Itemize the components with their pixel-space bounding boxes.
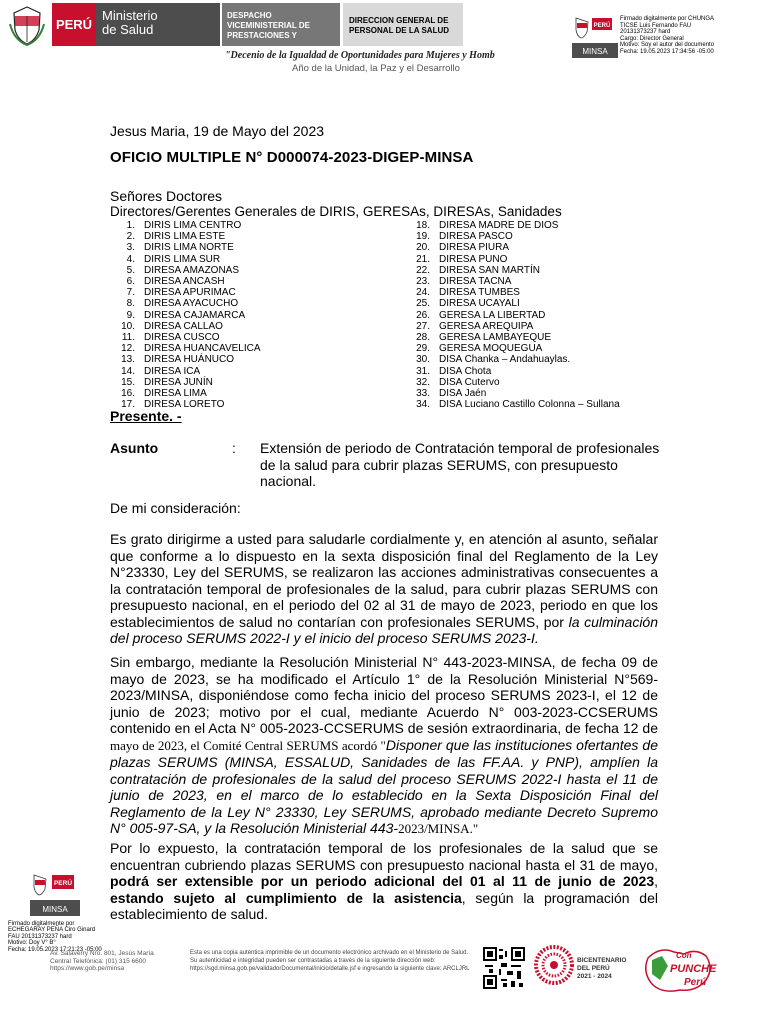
paragraph-1: Es grato dirigirme a usted para saludarle cordialmente y, en atención al asunto, señalar que conforme a lo dispuesto en la sexta disposición final del Reglamento de la Ley N°23330, Ley del SERUMS, se realizaron las acciones administrativas consecuentes a la contratación temporal de profesionales de la salud, para cubrir plazas SERUMS con presupuesto nacional, en el periodo del 02 al 31 de mayo de 2023, periodo en que los establecimientos de salud no contarían con profesionales SERUMS, por la culminación del proceso SERUMS 2022-I y el inicio del proceso SERUMS 2023-I. — [110, 531, 659, 646]
list-item: 2. DIRIS LIMA ESTE — [126, 231, 226, 243]
digital-signature-stamp-top — [572, 14, 618, 65]
list-item: 25. DIRESA UCAYALI — [416, 298, 520, 310]
authenticity-notice: Esta es una copia auténtica imprimible de un documento electrónico archivado en el Ministerio de Salud. Su autenticidad e integridad pueden ser contrastadas a través de la siguiente dirección web: https://sgd.minsa.gob.pe/validadorDocumental/inicio/detalle.jsf e ingresando la siguiente clave: ARCLJRL — [190, 950, 470, 972]
despacho-badge: DESPACHO VICEMINISTERIAL DE PRESTACIONES Y — [222, 3, 340, 46]
list-item: 34. DISA Luciano Castillo Colonna – Sullana — [416, 399, 620, 411]
year-motto: Año de la Unidad, la Paz y el Desarrollo — [292, 63, 460, 74]
list-item: 30. DISA Chanka – Andahuaylas. — [416, 354, 571, 366]
asunto-colon: : — [232, 440, 236, 456]
peru-coat-of-arms-icon — [6, 4, 48, 46]
list-item: 19. DIRESA PASCO — [416, 231, 513, 243]
signature-text-top: Firmado digitalmente por CHUNGA TICSE Luis Fernando FAU 20131373237 hard Cargo: Director General Motivo: Soy el autor del documento Fecha: 19.05.2023 17:34:56 -05:00 — [620, 16, 715, 55]
recipients-list-left — [110, 220, 261, 410]
oficio-number: OFICIO MULTIPLE N° D000074-2023-DIGEP-MINSA — [110, 149, 474, 166]
list-item: 14. DIRESA ICA — [121, 365, 201, 377]
list-item: 5. DIRESA AMAZONAS — [126, 264, 240, 276]
paragraph-2: Sin embargo, mediante la Resolución Ministerial N° 443-2023-MINSA, de fecha 09 de mayo de 2023, se ha modificado el Artículo 1° de la Resolución Ministerial N°569-2023/MINSA, disponiéndose como fecha inicio del proceso SERUMS 2023-I, el 12 de junio de 2023; motivo por el cual, mediante Acuerdo N° 003-2023-CCSERUMS contenido en el Acta N° 005-2023-CCSERUMS de sesión extraordinaria, de fecha 12 de mayo de 2023, el Comité Central SERUMS acordó "Disponer que las instituciones ofertantes de plazas SERUMS (MINSA, ESSALUD, Sanidades de las FF.AA. y PNP), amplíen la contratación de profesionales de la salud del proceso SERUMS 2022-I hasta el 11 de junio de 2023, en el marco de lo establecido en la Sexta Disposición Final del Reglamento de la Ley N° 23330, Ley SERUMS, aprobado mediante Decreto Supremo N° 005-97-SA, y la Resolución Ministerial 443-2023/MINSA." — [110, 654, 658, 836]
punche-main-text: PUNCHE — [670, 963, 717, 975]
direccion-badge: DIRECCION GENERAL DE PERSONAL DE LA SALUD — [343, 3, 463, 46]
list-item: 9. DIRESA CAJAMARCA — [126, 309, 246, 321]
list-item: 18. DIRESA MADRE DE DIOS — [416, 220, 559, 231]
list-item: 15. DIRESA JUNÍN — [121, 376, 213, 388]
list-item: 4. DIRIS LIMA SUR — [126, 253, 221, 265]
list-item: 33. DISA Jaén — [416, 388, 487, 400]
qr-code-icon — [483, 947, 525, 989]
bicentenario-logo-icon — [533, 944, 575, 986]
document-date: Jesus Maria, 19 de Mayo del 2023 — [110, 123, 325, 139]
list-item: 29. GERESA MOQUEGUA — [416, 343, 543, 355]
signature-text-bottom: Firmado digitalmente por ECHEGARAY PEÑA Ciro Ginard FAU 20131373237 hard Motivo: Doy V° B° Fecha: 19.05.2023 17:21:23 -05:00 — [8, 921, 102, 953]
signature-peru-badge: PERÚ — [53, 880, 73, 887]
list-item: 32. DISA Cutervo — [416, 376, 500, 388]
list-item: 17. DIRESA LORETO — [121, 399, 225, 411]
list-item: 7. DIRESA APURIMAC — [126, 287, 236, 299]
paragraph-3: Por lo expuesto, la contratación temporal de los profesionales de la salud que se encuentran cubriendo plazas SERUMS con presupuesto nacional hasta el 31 de mayo, podrá ser extensible por un periodo adicional del 01 al 11 de junio de 2023, estando sujeto al cumplimiento de la asistencia, según la programación del establecimiento de salud. — [110, 840, 658, 922]
ministry-address: Av. Salaverry Nro. 801, Jesús María Central Telefónica: (01) 315 6600 https://www.gob.pe/minsa — [50, 950, 154, 973]
list-item: 13. DIRESA HUÁNUCO — [121, 354, 235, 366]
list-item: 20. DIRESA PIURA — [416, 242, 510, 254]
presente-heading: Presente. - — [110, 408, 182, 424]
bicentenario-label: BICENTENARIO DEL PERÚ 2021 - 2024 — [577, 957, 627, 980]
list-item: 1. DIRIS LIMA CENTRO — [126, 220, 242, 231]
signature-minsa-label: MINSA — [582, 47, 608, 56]
list-item: 3. DIRIS LIMA NORTE — [126, 242, 234, 254]
punche-con-text: Con — [676, 951, 692, 960]
list-item: 6. DIRESA ANCASH — [126, 276, 225, 288]
list-item: 12. DIRESA HUANCAVELICA — [121, 343, 261, 355]
signature-peru-badge: PERÚ — [593, 23, 611, 29]
addressee-line: Directores/Gerentes Generales de DIRIS, GERESAs, DIRESAs, Sanidades — [110, 204, 562, 219]
peru-badge: PERÚ — [52, 3, 96, 46]
list-item: 11. DIRESA CUSCO — [121, 332, 220, 344]
ministry-badge: Ministerio de Salud — [96, 3, 220, 46]
addressee-title: Señores Doctores — [110, 188, 223, 204]
list-item: 24. DIRESA TUMBES — [416, 287, 520, 299]
digital-signature-stamp-bottom — [28, 872, 82, 923]
list-item: 22. DIRESA SAN MARTÍN — [416, 264, 540, 276]
list-item: 23. DIRESA TACNA — [416, 276, 512, 288]
signature-logo-icon — [572, 14, 618, 60]
list-item: 27. GERESA AREQUIPA — [416, 320, 534, 332]
list-item: 21. DIRESA PUNO — [416, 253, 508, 265]
ministry-website-link[interactable]: https://www.gob.pe/minsa — [50, 965, 125, 973]
signature-minsa-label: MINSA — [42, 905, 68, 914]
list-item: 31. DISA Chota — [416, 365, 492, 377]
greeting: De mi consideración: — [110, 500, 241, 516]
signature-logo-icon — [28, 872, 82, 918]
punche-peru-text: Perú — [684, 977, 707, 988]
decade-motto: "Decenio de la Igualdad de Oportunidades para Mujeres y Homb — [225, 50, 495, 61]
list-item: 8. DIRESA AYACUCHO — [126, 298, 239, 310]
list-item: 10. DIRESA CALLAO — [121, 320, 223, 332]
recipients-list-right — [405, 220, 620, 410]
con-punche-peru-logo-icon — [640, 944, 720, 996]
asunto-text: Extensión de periodo de Contratación temporal de profesionales de la salud para cubrir plazas SERUMS, con presupuesto nacional. — [260, 440, 660, 489]
list-item: 28. GERESA LAMBAYEQUE — [416, 332, 552, 344]
asunto-label: Asunto — [110, 440, 159, 456]
list-item: 16. DIRESA LIMA — [121, 388, 207, 400]
list-item: 26. GERESA LA LIBERTAD — [416, 309, 546, 321]
